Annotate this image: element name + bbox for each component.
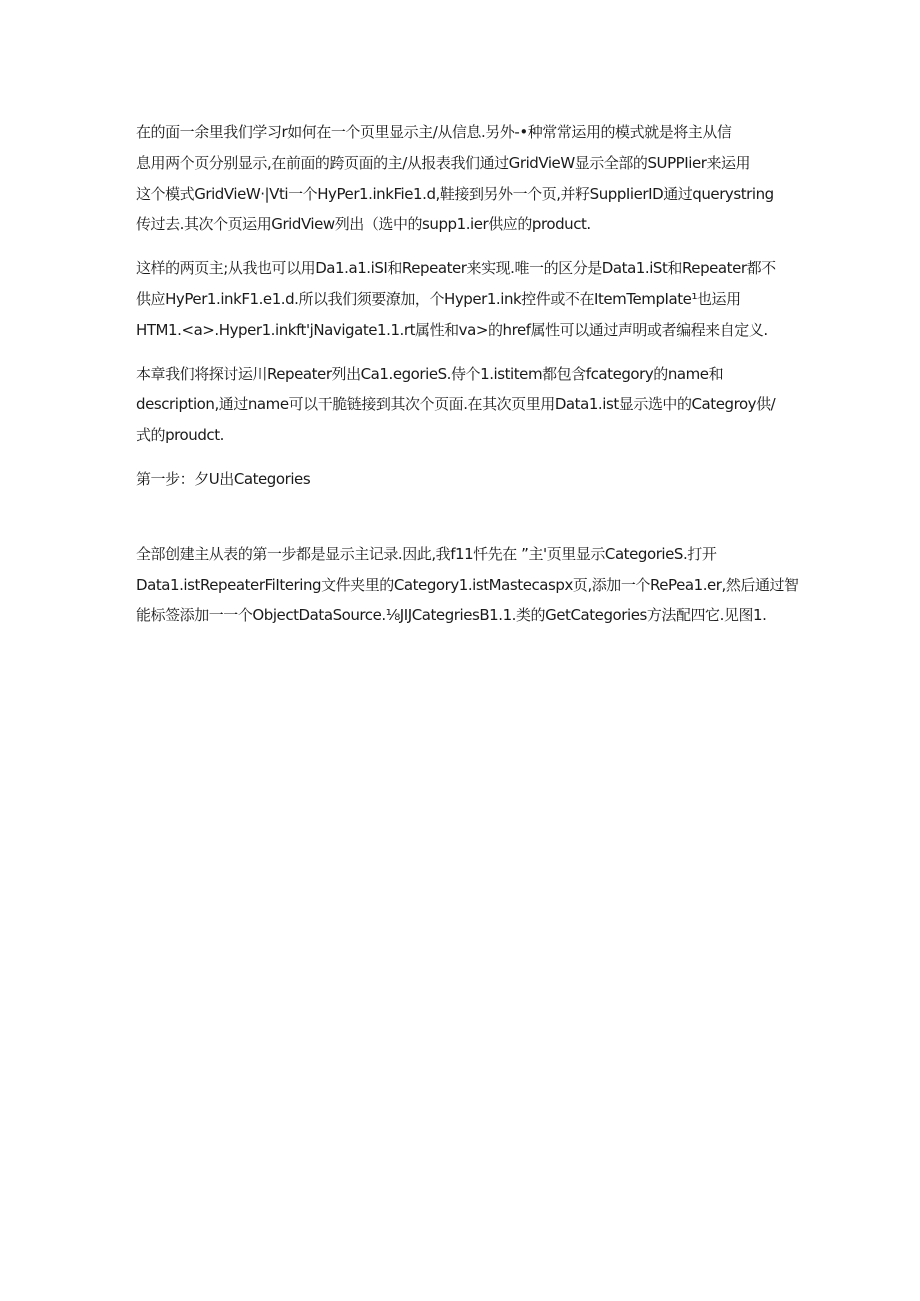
text-line: 息用两个页分别显示,在前面的跨页面的主/从报表我们通过GridVieW显示全部的SUPPIier来运用 [136, 153, 751, 172]
text-line: 传过去.其次个页运用GridView列出（选中的supp1.ier供应的product. [136, 215, 591, 234]
text-line: 全部创建主从表的第一步都是显示主记录.因此,我f11忏先在 ”主'页里显示CategorieS.打开 [136, 544, 717, 563]
text-line: description,通过name可以干脆链接到其次个页面.在其次页里用Data1.ist显示选中的Categroy供/ [136, 395, 776, 414]
text-line: 在的面一余里我们学习r如何在一个页里显示主/从信息.另外-•种常常运用的模式就是将主从信 [136, 123, 732, 141]
text-line: HTM1.<a>.Hyper1.inkft'jNavigate1.1.rt属性和va>的href属性可以通过声明或者编程来自定义. [136, 320, 768, 339]
paragraph-chapter-overview [136, 359, 788, 451]
paragraph-intro [136, 117, 788, 240]
text-line: 这样的两页主;从我也可以用Da1.a1.iSI和Repeater来实现.唯一的区分是Data1.iSt和Repeater都不 [136, 259, 776, 278]
text-line: 本章我们将探讨运川Repeater列出Ca1.egorieS.侍个1.istitem都包含fcategory的name和 [136, 364, 724, 383]
text-line: 能标签添加一一个ObjectDataSource.⅛JIJCategriesB1.1.类的GetCategories方法配四它.见图1. [136, 606, 767, 625]
text-line: 式的proudct. [136, 426, 224, 445]
step-heading [136, 464, 788, 495]
step-heading-text: 第一步：夕U出Categories [136, 469, 311, 488]
document-body [136, 117, 799, 631]
text-line: 供应HyPer1.inkF1.e1.d.所以我们须要潦加，个Hyper1.ink控件或不在ItemTempIate¹也运用 [136, 289, 741, 308]
text-line: Data1.istRepeaterFiItering文件夹里的Category1.istMastecaspx页,添加一个RePea1.er,然后通过智 [136, 575, 799, 594]
paragraph-datalist-repeater [136, 253, 788, 345]
paragraph-step-one [136, 539, 799, 631]
text-line: 这个模式GridVieW·|Vti一个HyPer1.inkFie1.d,鞋接到另外一个页,并籽SuppIierID通过querystring [136, 184, 774, 203]
